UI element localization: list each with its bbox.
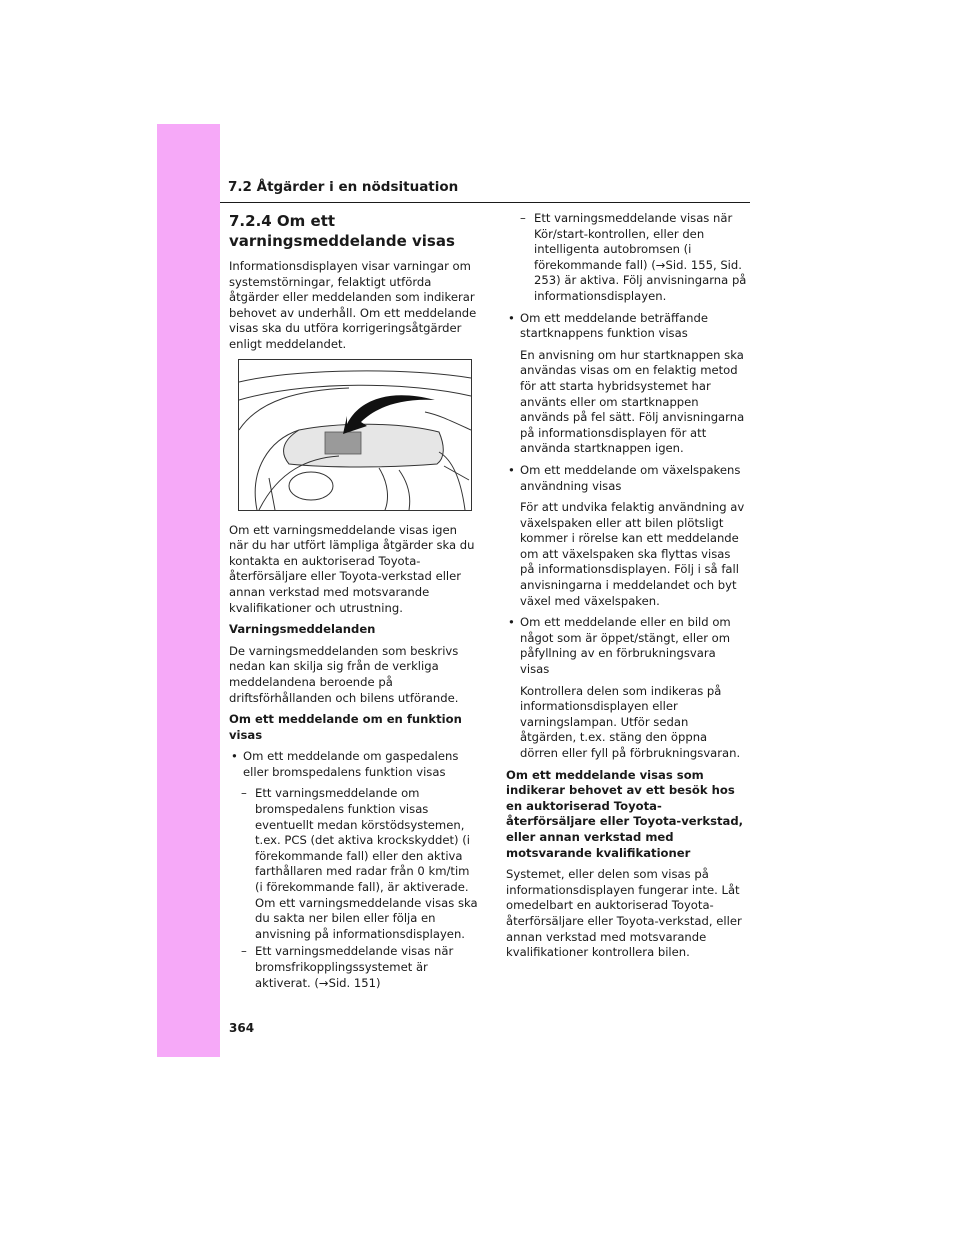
dash-mark: –	[241, 786, 247, 801]
bullet-shift-lever	[506, 463, 748, 494]
warnings-paragraph: De varningsmeddelanden som beskrivs nedan kan skilja sig från de verkliga meddelandena beroende på driftsförhållanden och bilens utförande.	[229, 643, 459, 705]
dash-mark: –	[520, 211, 526, 225]
section-title	[229, 211, 479, 251]
bullet-mark: •	[508, 615, 515, 630]
section-title-line1: 7.2.4 Om ett	[229, 212, 336, 230]
bullet-shift-lever-text: Om ett meddelande om växelspakens användning visas	[520, 462, 741, 493]
dashboard-drawing	[239, 360, 471, 510]
warnings-heading: Varningsmeddelanden	[229, 622, 376, 637]
page-number: 364	[229, 1021, 255, 1035]
bullet-mark: •	[508, 462, 515, 477]
intro-paragraph: Informationsdisplayen visar varningar om systemstörningar, felaktigt utförda åtgärder eller meddelanden som indikerar behovet av underhåll. Om ett meddelande visas ska du utföra korrigeringsåtgärder enligt meddelandet.	[229, 259, 477, 351]
bullet-pedal-text: Om ett meddelande om gaspedalens eller bromspedalens funktion visas	[243, 749, 459, 779]
dash-brake-release	[229, 944, 479, 991]
bullet-start-button-text: Om ett meddelande beträffande startknappens funktion visas	[520, 310, 708, 341]
after-figure-paragraph: Om ett varningsmeddelande visas igen när du har utfört lämpliga åtgärder ska du kontakta en auktoriserad Toyota-återförsäljare eller Toyota-verkstad eller annan verkstad med motsvarande kvalifikationer och utrustning.	[229, 522, 475, 615]
bullet-mark: •	[508, 310, 515, 325]
bullet-pedal	[229, 749, 479, 780]
page-header	[220, 178, 750, 203]
start-button-paragraph: En anvisning om hur startknappen ska användas visas om en felaktig metod för att starta hybridsystemet har använts eller om startknappen används på fel sätt. Följ anvisningarna på informationsdisplayen för att använda startknappen igen.	[520, 347, 745, 456]
visit-dealer-paragraph: Systemet, eller delen som visas på informationsdisplayen fungerar inte. Låt omedelbart en auktoriserad Toyota-återförsäljare eller Toyota-verkstad, eller annan verkstad med motsvarande kvalifikationer kontrollera bilen.	[506, 867, 742, 960]
dash-brake-release-text: Ett varningsmeddelande visas när bromsfrikopplingssystemet är aktiverat. (→Sid. 151)	[255, 944, 454, 990]
dash-drive-start-control-text: Ett varningsmeddelande visas när Kör/start-kontrollen, eller den intelligenta autobromsen (i förekommande fall) (→Sid. 155, Sid. 253) är aktiva. Följ anvisningarna på informationsdisplayen.	[534, 211, 747, 303]
chapter-side-tab	[157, 124, 220, 1057]
bullet-open-closed	[506, 615, 748, 677]
dash-mark: –	[241, 944, 247, 959]
bullet-start-button	[506, 311, 748, 342]
right-column	[506, 211, 748, 967]
bullet-mark: •	[231, 749, 238, 764]
dash-brake-pedal	[229, 786, 479, 942]
dash-drive-start-control	[506, 211, 748, 305]
left-column	[229, 211, 479, 993]
function-heading: Om ett meddelande om en funktion visas	[229, 712, 462, 742]
section-title-line2: varningsmeddelande visas	[229, 232, 455, 250]
dash-brake-pedal-text: Ett varningsmeddelande om bromspedalens funktion visas eventuellt medan körstödsystemen, t.ex. PCS (det aktiva krockskyddet) (i förekommande fall) eller den aktiva farthållaren med radar från 0 km/tim (i förekommande fall), är aktiverade. Om ett varningsmeddelande visas ska du sakta ner bilen eller följa en anvisning på informationsdisplayen.	[255, 786, 478, 941]
header-title: 7.2 Åtgärder i en nödsituation	[228, 179, 459, 195]
visit-dealer-heading: Om ett meddelande visas som indikerar behovet av ett besök hos en auktoriserad Toyota-återförsäljare eller Toyota-verkstad, eller annan verkstad med motsvarande kvalifikationer	[506, 767, 744, 860]
instrument-panel-illustration	[238, 359, 472, 511]
shift-lever-paragraph: För att undvika felaktig användning av växelspaken eller att bilen plötsligt kommer i rörelse kan ett meddelande om att växelspaken ska flyttas visas på informationsdisplayen. Följ i så fall anvisningarna i meddelandet och byt växel med växelspaken.	[520, 500, 745, 608]
bullet-open-closed-text: Om ett meddelande eller en bild om något som är öppet/stängt, eller om påfyllning av en förbrukningsvara visas	[520, 615, 731, 677]
open-closed-paragraph: Kontrollera delen som indikeras på informationsdisplayen eller varningslampan. Utför sedan åtgärden, t.ex. stäng den öppna dörren eller fyll på förbrukningsvaran.	[520, 683, 741, 760]
